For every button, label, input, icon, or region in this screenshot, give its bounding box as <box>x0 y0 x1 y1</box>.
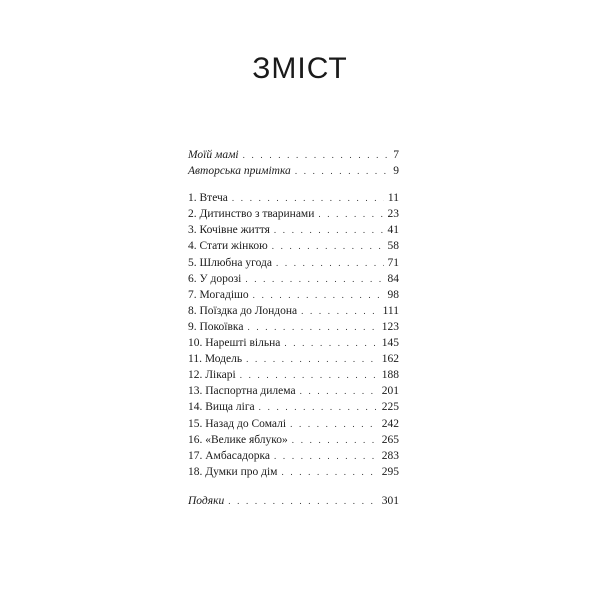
dot-leader <box>246 351 378 367</box>
dot-leader <box>259 399 378 415</box>
table-of-contents <box>188 147 399 509</box>
dot-leader <box>276 255 384 271</box>
toc-entry-label: 15. Назад до Сомалі <box>188 417 287 430</box>
toc-entry-page: 98 <box>387 288 399 301</box>
dot-leader <box>243 147 390 163</box>
dot-leader <box>272 238 384 254</box>
toc-entry-label: 5. Шлюбна угода <box>188 256 272 269</box>
toc-entry-page: 111 <box>382 304 399 317</box>
toc-entry-page: 301 <box>381 494 399 507</box>
dot-leader <box>253 287 384 303</box>
toc-entry <box>188 432 399 448</box>
back-matter-list <box>188 493 399 509</box>
toc-entry-label: 1. Втеча <box>188 192 228 205</box>
toc-entry-label: Моїй мамі <box>188 149 239 161</box>
toc-entry-label: Авторська примітка <box>188 165 291 178</box>
toc-entry-page: 162 <box>381 353 399 366</box>
toc-entry <box>188 271 399 287</box>
toc-entry-label: 12. Лікарі <box>188 369 236 382</box>
toc-entry <box>188 335 399 351</box>
dot-leader <box>292 432 378 448</box>
toc-entry <box>188 163 399 179</box>
toc-entry <box>188 464 399 480</box>
toc-entry-label: 14. Вища ліга <box>188 401 255 414</box>
toc-entry-label: Подяки <box>188 494 225 507</box>
toc-entry <box>188 255 399 271</box>
toc-entry-label: 17. Амбасадорка <box>188 449 271 462</box>
dot-leader <box>301 303 379 319</box>
toc-entry <box>188 493 399 509</box>
toc-entry-label: 6. У дорозі <box>188 272 242 285</box>
toc-entry <box>188 222 399 238</box>
dot-leader <box>300 383 378 399</box>
toc-entry <box>188 383 399 399</box>
toc-entry-label: 4. Стати жінкою <box>188 240 268 253</box>
toc-entry-page: 7 <box>393 149 399 161</box>
toc-entry-label: 13. Паспортна дилема <box>188 385 296 398</box>
toc-entry-page: 145 <box>381 337 399 350</box>
toc-entry-label: 9. Покоївка <box>188 320 244 333</box>
toc-entry <box>188 303 399 319</box>
dot-leader <box>274 448 378 464</box>
dot-leader <box>295 163 389 179</box>
toc-entry <box>188 206 399 222</box>
toc-entry <box>188 367 399 383</box>
toc-entry-page: 41 <box>387 224 399 237</box>
toc-entry <box>188 448 399 464</box>
dot-leader <box>274 222 384 238</box>
toc-entry-label: 11. Модель <box>188 353 243 366</box>
dot-leader <box>232 190 384 206</box>
dot-leader <box>240 367 378 383</box>
toc-entry <box>188 351 399 367</box>
toc-entry-page: 225 <box>381 401 399 414</box>
toc-entry-page: 71 <box>387 256 399 269</box>
toc-entry-page: 23 <box>387 208 399 221</box>
toc-entry-label: 3. Кочівне життя <box>188 224 270 237</box>
toc-entry-label: 18. Думки про дім <box>188 465 278 478</box>
chapter-list <box>188 190 399 480</box>
dot-leader <box>284 335 377 351</box>
toc-entry-page: 242 <box>381 417 399 430</box>
toc-entry-label: 7. Могадішо <box>188 288 249 301</box>
toc-entry-page: 123 <box>381 320 399 333</box>
dot-leader <box>318 206 383 222</box>
toc-entry-page: 9 <box>393 165 399 178</box>
front-matter-list <box>188 147 399 179</box>
toc-entry-page: 265 <box>381 433 399 446</box>
toc-entry-label: 8. Поїздка до Лондона <box>188 304 298 317</box>
toc-entry-page: 201 <box>381 385 399 398</box>
dot-leader <box>247 319 377 335</box>
toc-entry-label: 10. Нарешті вільна <box>188 337 281 350</box>
toc-entry-label: 16. «Велике яблуко» <box>188 433 288 446</box>
toc-entry-page: 188 <box>381 369 399 382</box>
dot-leader <box>281 464 377 480</box>
toc-entry-page: 58 <box>387 240 399 253</box>
toc-entry <box>188 238 399 254</box>
toc-entry-page: 283 <box>381 449 399 462</box>
toc-entry-page: 295 <box>381 465 399 478</box>
toc-entry-label: 2. Дитинство з тваринами <box>188 208 315 221</box>
toc-entry <box>188 147 399 163</box>
toc-entry-page: 84 <box>387 272 399 285</box>
toc-entry <box>188 416 399 432</box>
toc-entry <box>188 319 399 335</box>
toc-entry <box>188 287 399 303</box>
dot-leader <box>228 493 378 509</box>
toc-entry <box>188 190 399 206</box>
page-title: ЗМІСТ <box>252 52 348 85</box>
toc-entry <box>188 399 399 415</box>
dot-leader <box>245 271 383 287</box>
toc-entry-page: 11 <box>387 192 399 205</box>
dot-leader <box>290 416 378 432</box>
